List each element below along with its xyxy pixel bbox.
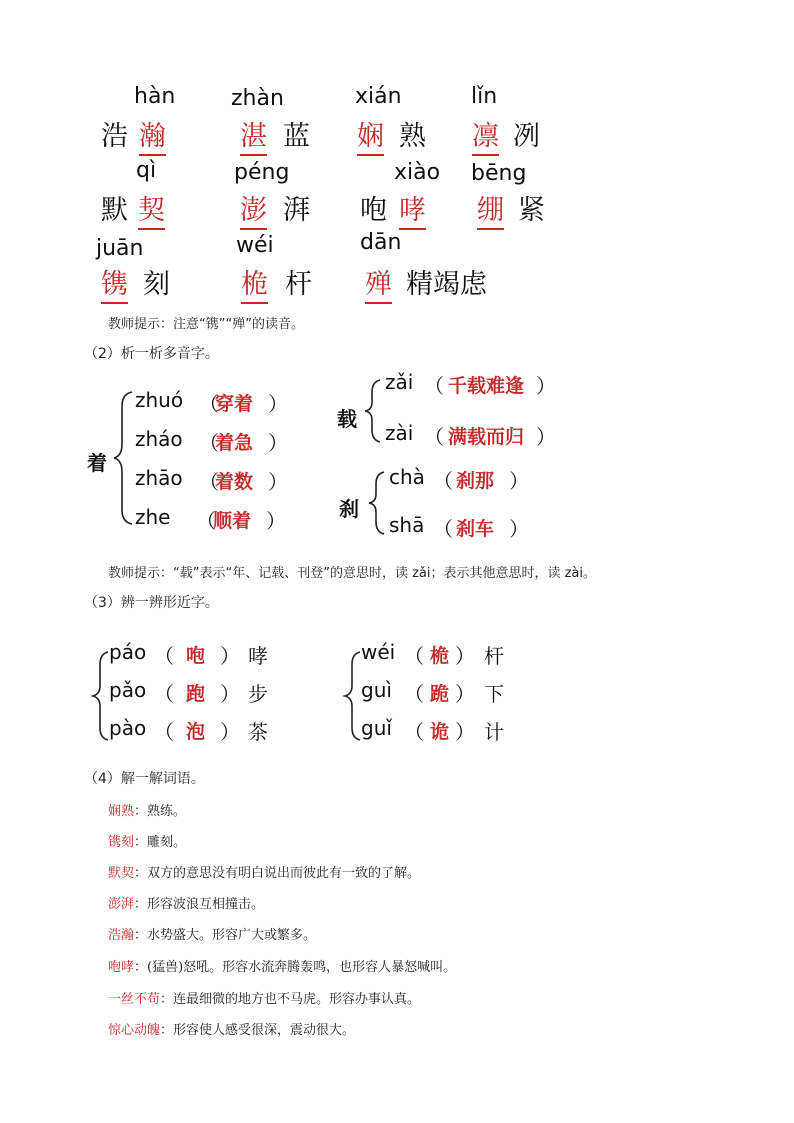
answer-char: 桅 — [430, 645, 450, 667]
plain-char: 紧 — [518, 195, 545, 226]
paren-open: （ — [154, 682, 174, 706]
vocab-definition: 连最细微的地方也不马虎。形容办事认真。 — [173, 992, 421, 1007]
answer-char: 澎 — [240, 188, 267, 230]
paren-close: ） — [266, 509, 286, 533]
answer-word: 刹车 — [456, 518, 495, 540]
vocab-term: 浩瀚 — [108, 928, 135, 943]
paren-open: （ — [199, 392, 219, 416]
plain-char: 蓝 — [283, 121, 310, 152]
plain-char: 湃 — [283, 195, 310, 226]
plain-char: 浩 — [101, 121, 128, 152]
pinyin-label: xián — [355, 84, 402, 109]
brace-icon — [110, 390, 138, 526]
plain-char: 咆 — [360, 195, 387, 226]
pinyin-label: pào — [109, 716, 147, 740]
pinyin-label: páo — [109, 640, 147, 664]
paren-open: （ — [404, 644, 424, 668]
paren-open: （ — [154, 720, 174, 744]
answer-char: 娴 — [357, 114, 384, 156]
answer-word: 顺着 — [213, 510, 252, 532]
pinyin-label: hàn — [134, 84, 176, 109]
paren-close: ） — [268, 431, 288, 455]
plain-char: 杆 — [484, 644, 504, 668]
answer-char: 殚 — [365, 262, 392, 304]
paren-close: ） — [220, 644, 240, 668]
paren-open: （ — [424, 374, 444, 398]
paren-open: （ — [199, 470, 219, 494]
paren-open: （ — [196, 509, 216, 533]
answer-char: 泡 — [186, 721, 206, 743]
pinyin-label: guǐ — [361, 716, 392, 740]
pinyin-label: xiào — [394, 160, 441, 185]
vocab-item: 澎湃：形容波浪互相撞击。 — [108, 897, 265, 912]
pinyin-label: pǎo — [109, 678, 147, 702]
pinyin-label: dān — [360, 230, 402, 255]
pinyin-label: zhàn — [231, 86, 284, 111]
answer-word: 满载而归 — [448, 426, 525, 448]
vocab-item: 默契：双方的意思没有明白说出而彼此有一致的了解。 — [108, 866, 421, 881]
pinyin-label: zhāo — [135, 466, 183, 490]
answer-word: 穿着 — [215, 393, 254, 415]
vocab-item: 娴熟：熟练。 — [108, 804, 187, 819]
pinyin-label: wéi — [236, 233, 274, 258]
vocab-definition: 双方的意思没有明白说出而彼此有一致的了解。 — [147, 866, 421, 881]
vocab-term: 咆哮 — [108, 960, 135, 975]
vocab-item: 咆哮：(猛兽)怒吼。形容水流奔腾轰鸣，也形容人暴怒喊叫。 — [108, 960, 457, 975]
paren-close: ） — [536, 425, 556, 449]
pinyin-label: zháo — [135, 427, 183, 451]
paren-close: ） — [509, 517, 529, 541]
vocab-term: 娴熟 — [108, 804, 135, 819]
answer-char: 瀚 — [139, 114, 166, 156]
section-title: （3）辨一辨形近字。 — [84, 595, 219, 611]
vocab-item: 一丝不苟：连最细微的地方也不马虎。形容办事认真。 — [108, 992, 421, 1007]
pinyin-label: chà — [389, 465, 425, 489]
plain-char: 计 — [484, 720, 504, 744]
polyphone-char: 着 — [87, 451, 107, 475]
paren-close: ） — [536, 374, 556, 398]
paren-open: （ — [433, 469, 453, 493]
plain-char: 茶 — [248, 720, 268, 744]
pinyin-label: péng — [234, 160, 290, 185]
paren-close: ） — [268, 470, 288, 494]
answer-word: 着数 — [215, 471, 254, 493]
vocab-item: 浩瀚：水势盛大。形容广大或繁多。 — [108, 928, 317, 943]
vocab-term: 镌刻 — [108, 835, 135, 850]
paren-close: ） — [455, 682, 475, 706]
pinyin-label: qì — [136, 158, 157, 183]
teacher-tip: 教师提示：注意“镌”“殚”的读音。 — [108, 317, 304, 332]
plain-char: 步 — [248, 682, 268, 706]
brace-icon — [360, 378, 382, 444]
pinyin-label: bēng — [471, 161, 527, 186]
answer-char: 诡 — [430, 721, 450, 743]
answer-char: 哮 — [399, 188, 426, 230]
vocab-definition: 水势盛大。形容广大或繁多。 — [147, 928, 317, 943]
vocab-item: 惊心动魄：形容使人感受很深，震动很大。 — [108, 1023, 356, 1038]
paren-close: ） — [455, 720, 475, 744]
vocab-item: 镌刻：雕刻。 — [108, 835, 187, 850]
pinyin-label: guì — [361, 678, 392, 702]
polyphone-char: 载 — [337, 407, 357, 431]
pinyin-label: lǐn — [471, 84, 498, 109]
polyphone-char: 刹 — [339, 497, 359, 521]
vocab-definition: 雕刻。 — [147, 835, 187, 850]
plain-char: 冽 — [513, 121, 540, 152]
pinyin-label: zhe — [135, 505, 171, 529]
paren-close: ） — [268, 392, 288, 416]
answer-char: 桅 — [241, 262, 268, 304]
vocab-definition: 熟练。 — [147, 804, 187, 819]
paren-open: （ — [199, 431, 219, 455]
pinyin-label: zhuó — [135, 388, 184, 412]
paren-close: ） — [220, 682, 240, 706]
answer-char: 跪 — [430, 683, 450, 705]
brace-icon — [364, 470, 386, 536]
paren-open: （ — [424, 425, 444, 449]
vocab-term: 澎湃 — [108, 897, 135, 912]
paren-close: ） — [509, 469, 529, 493]
pinyin-label: wéi — [361, 640, 396, 664]
answer-char: 咆 — [186, 645, 206, 667]
plain-char: 哮 — [248, 644, 268, 668]
answer-word: 刹那 — [456, 470, 495, 492]
answer-char: 镌 — [101, 262, 128, 304]
pinyin-label: zǎi — [385, 370, 414, 394]
paren-open: （ — [154, 644, 174, 668]
answer-char: 契 — [138, 188, 165, 230]
answer-char: 湛 — [240, 114, 267, 156]
answer-char: 凛 — [472, 114, 499, 156]
plain-char: 精竭虑 — [406, 269, 487, 300]
answer-char: 绷 — [477, 188, 504, 230]
paren-open: （ — [433, 517, 453, 541]
plain-char: 下 — [484, 682, 504, 706]
vocab-definition: 形容波浪互相撞击。 — [147, 897, 265, 912]
plain-char: 熟 — [399, 121, 426, 152]
paren-open: （ — [404, 682, 424, 706]
vocab-term: 惊心动魄 — [108, 1023, 161, 1038]
pinyin-label: shā — [389, 513, 425, 537]
pinyin-label: juān — [96, 236, 144, 261]
paren-close: ） — [220, 720, 240, 744]
answer-char: 跑 — [186, 683, 206, 705]
answer-word: 千载难逢 — [448, 375, 525, 397]
paren-open: （ — [404, 720, 424, 744]
paren-close: ） — [455, 644, 475, 668]
vocab-definition: (猛兽)怒吼。形容水流奔腾轰鸣，也形容人暴怒喊叫。 — [147, 960, 457, 975]
plain-char: 刻 — [143, 269, 170, 300]
plain-char: 杆 — [285, 269, 312, 300]
vocab-term: 默契 — [108, 866, 135, 881]
plain-char: 默 — [101, 195, 128, 226]
answer-word: 着急 — [215, 432, 254, 454]
pinyin-label: zài — [385, 421, 414, 445]
section-title: （4）解一解词语。 — [84, 771, 205, 787]
vocab-definition: 形容使人感受很深，震动很大。 — [173, 1023, 356, 1038]
section-title: （2）析一析多音字。 — [84, 346, 219, 362]
vocab-term: 一丝不苟 — [108, 992, 161, 1007]
teacher-tip: 教师提示：“载”表示“年、记载、刊登”的意思时，读 zǎi；表示其他意思时，读 zài。 — [108, 566, 597, 581]
